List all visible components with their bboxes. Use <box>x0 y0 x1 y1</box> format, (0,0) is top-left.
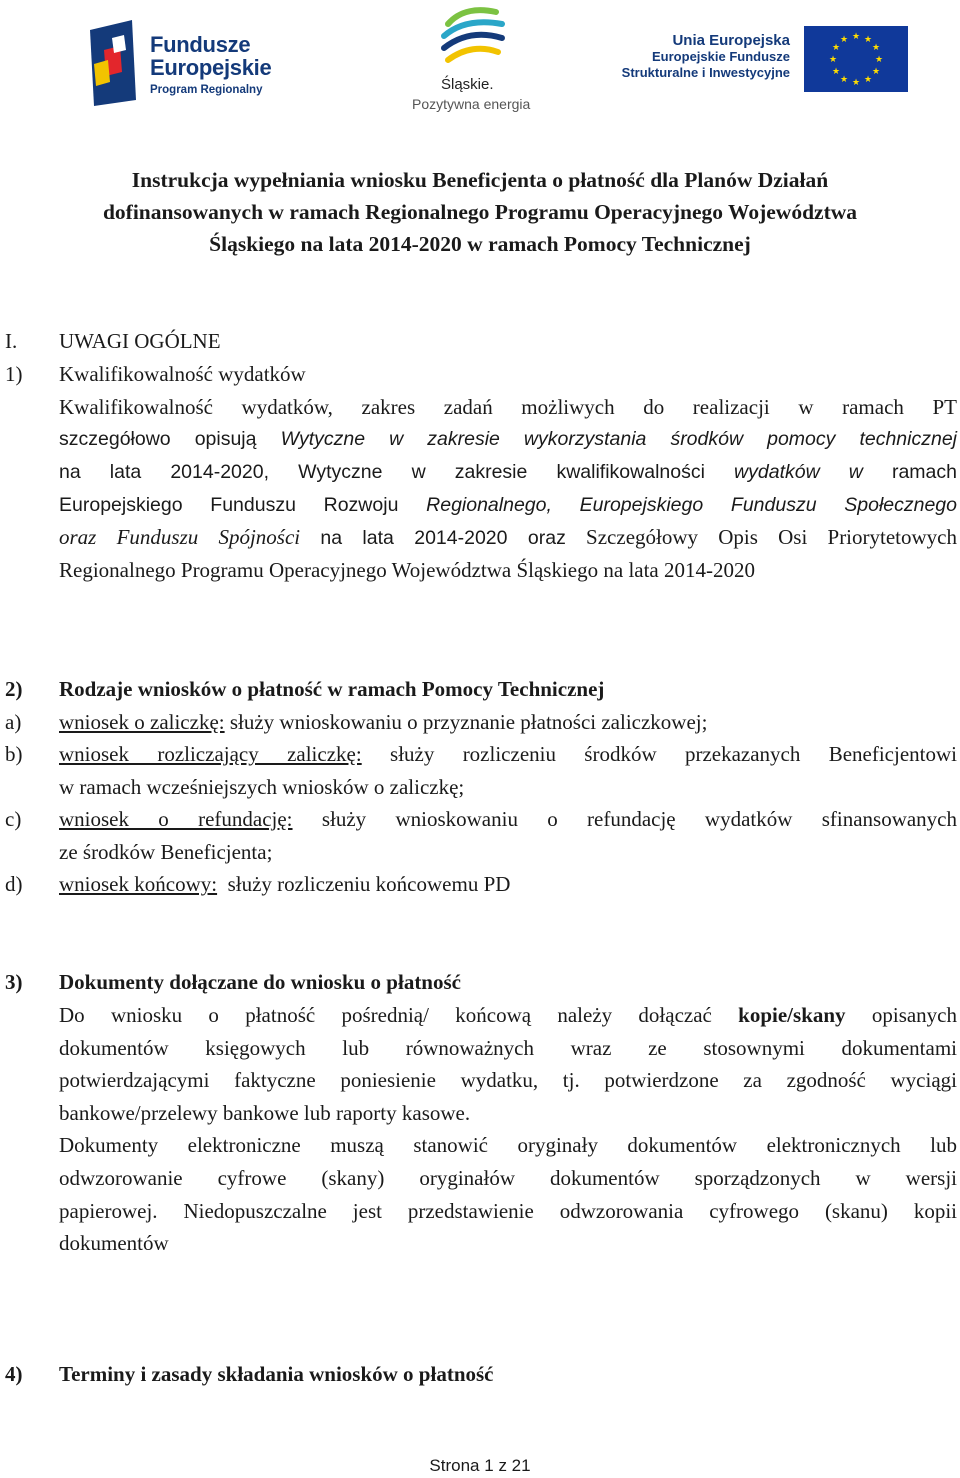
slaskie-logo <box>408 6 548 116</box>
paragraph-1-line-5 <box>59 523 957 552</box>
item-b-marker: b) <box>5 742 23 766</box>
item-a-term: wniosek o zaliczkę: <box>59 710 225 734</box>
section-2-number: 2) <box>5 677 23 701</box>
title-line-1: Instrukcja wypełniania wniosku Beneficjenta o płatność dla Planów Działań <box>131 168 829 192</box>
item-b-line-2: w ramach wcześniejszych wniosków o zaliczkę; <box>59 775 465 799</box>
document-title <box>20 164 940 260</box>
section-4-heading: Terminy i zasady składania wniosków o płatność <box>59 1362 494 1386</box>
fe-logo-subtitle: Program Regionalny <box>150 84 263 96</box>
svg-text:★: ★ <box>851 32 861 42</box>
fundusze-europejskie-logo <box>90 20 290 110</box>
subsection-1-heading: Kwalifikowalność wydatków <box>59 362 306 386</box>
paragraph-3-line-3: potwierdzającymi faktyczne poniesienie wydatku, tj. potwierdzone za zgodność wyciągi <box>59 1068 957 1092</box>
paragraph-3-line-2: dokumentów księgowych lub równoważnych wraz ze stosownymi dokumentami <box>59 1036 957 1060</box>
svg-text:★: ★ <box>839 35 849 45</box>
svg-text:★: ★ <box>871 43 881 53</box>
section-1-numeral: I. <box>5 329 18 353</box>
paragraph-1-line-1 <box>59 393 957 421</box>
paragraph-3-line-7: papierowej. Niedopuszczalne jest przedstawienie odwzorowania cyfrowego (skanu) kopii <box>59 1199 957 1223</box>
item-c-line-1 <box>59 805 957 833</box>
paragraph-1-line-4 <box>59 491 957 519</box>
item-b-line-1 <box>59 740 957 768</box>
p1-l5-italic: oraz Funduszu Spójności <box>59 525 301 549</box>
paragraph-3-line-5: Dokumenty elektroniczne muszą stanowić oryginały dokumentów elektronicznych lub <box>59 1133 957 1157</box>
footer-page-number: 1 <box>484 1456 494 1475</box>
p1-l1-text: Kwalifikowalność wydatków, zakres zadań możliwych do realizacji w ramach PT <box>59 395 957 419</box>
page-footer <box>0 1456 960 1476</box>
slaskie-tagline: Pozytywna energia <box>412 96 531 112</box>
item-d-marker: d) <box>5 872 23 896</box>
eu-flag-icon <box>804 26 908 92</box>
svg-text:★: ★ <box>863 75 873 85</box>
title-line-3: Śląskiego na lata 2014-2020 w ramach Pomocy Technicznej <box>209 232 751 256</box>
p3-l1-tail: opisanych <box>871 1003 958 1027</box>
item-c-marker: c) <box>5 807 22 831</box>
slaskie-waves-icon <box>438 6 508 72</box>
svg-text:★: ★ <box>874 55 884 65</box>
item-d-text: służy rozliczeniu końcowemu PD <box>227 872 511 896</box>
paragraph-1-line-6: Regionalnego Programu Operacyjnego Województwa Śląskiego na lata 2014-2020 <box>59 558 755 582</box>
footer-of: z <box>498 1456 507 1475</box>
svg-text:★: ★ <box>871 67 881 77</box>
item-b-text: służy rozliczeniu środków przekazanych Beneficjentowi <box>390 742 957 766</box>
p3-l1-bold: kopie/skany <box>738 1003 846 1027</box>
svg-text:★: ★ <box>851 78 861 88</box>
svg-text:★: ★ <box>831 67 841 77</box>
item-d-term: wniosek końcowy: <box>59 872 218 896</box>
svg-text:★: ★ <box>863 35 873 45</box>
p1-l3-tail: ramach <box>891 461 957 483</box>
section-2-heading: Rodzaje wniosków o płatność w ramach Pomocy Technicznej <box>59 677 605 701</box>
footer-total-pages: 21 <box>511 1456 531 1475</box>
p1-l5-text: na lata 2014-2020 oraz <box>320 527 566 549</box>
item-c-text: służy wnioskowaniu o refundację wydatków sfinansowanych <box>321 807 958 831</box>
fe-star-emblem-icon <box>90 20 146 106</box>
section-4-number: 4) <box>5 1362 23 1386</box>
p1-l4-italic: Regionalnego, Europejskiego Funduszu Społecznego <box>426 494 957 516</box>
paragraph-3-line-4: bankowe/przelewy bankowe lub raporty kasowe. <box>59 1101 471 1125</box>
paragraph-3-line-8: dokumentów <box>59 1231 169 1255</box>
paragraph-1-line-2 <box>59 425 957 453</box>
eu-logo-line1: Unia Europejska <box>672 32 790 49</box>
section-3-number: 3) <box>5 970 23 994</box>
item-a-text: służy wnioskowaniu o przyznanie płatności zaliczkowej; <box>229 710 708 734</box>
paragraph-3-line-6: odwzorowanie cyfrowe (skany) oryginałów dokumentów sporządzonych w wersji <box>59 1166 957 1190</box>
eu-logo <box>612 26 908 92</box>
section-1-heading: UWAGI OGÓLNE <box>59 329 221 353</box>
p1-l4-text: Europejskiego Funduszu Rozwoju <box>59 494 399 516</box>
subsection-1-number: 1) <box>5 362 23 386</box>
p1-l5-tail: Szczegółowy Opis Osi Priorytetowych <box>586 525 957 549</box>
item-b-term: wniosek rozliczający zaliczkę: <box>59 742 362 766</box>
p1-l2-text: szczegółowo opisują <box>59 428 257 450</box>
header-logos <box>0 0 960 120</box>
fe-logo-line2: Europejskie <box>150 55 272 80</box>
p1-l3-text: na lata 2014-2020, Wytyczne w zakresie kwalifikowalności <box>59 461 705 483</box>
p3-l1-text: Do wniosku o płatność pośrednią/ końcową należy dołączać <box>59 1003 712 1027</box>
paragraph-3-line-1 <box>59 1001 957 1029</box>
item-a-marker: a) <box>5 710 22 734</box>
svg-text:★: ★ <box>839 75 849 85</box>
eu-logo-line3: Strukturalne i Inwestycyjne <box>621 65 790 80</box>
p1-l2-italic: Wytyczne w zakresie wykorzystania środków pomocy technicznej <box>280 428 957 450</box>
section-3-heading: Dokumenty dołączane do wniosku o płatność <box>59 970 461 994</box>
title-line-2: dofinansowanych w ramach Regionalnego Programu Operacyjnego Województwa <box>102 200 858 224</box>
slaskie-name: Śląskie. <box>441 76 494 93</box>
svg-text:★: ★ <box>828 55 838 65</box>
fe-logo-line1: Fundusze <box>150 32 251 57</box>
item-c-term: wniosek o refundację: <box>59 807 293 831</box>
paragraph-1-line-3 <box>59 458 957 486</box>
footer-label: Strona <box>429 1456 480 1475</box>
eu-logo-line2: Europejskie Fundusze <box>652 49 790 64</box>
item-d <box>59 870 510 898</box>
svg-text:★: ★ <box>831 43 841 53</box>
item-a <box>59 708 707 736</box>
item-c-line-2: ze środków Beneficjenta; <box>59 840 273 864</box>
p1-l3-italic: wydatków w <box>734 461 863 483</box>
